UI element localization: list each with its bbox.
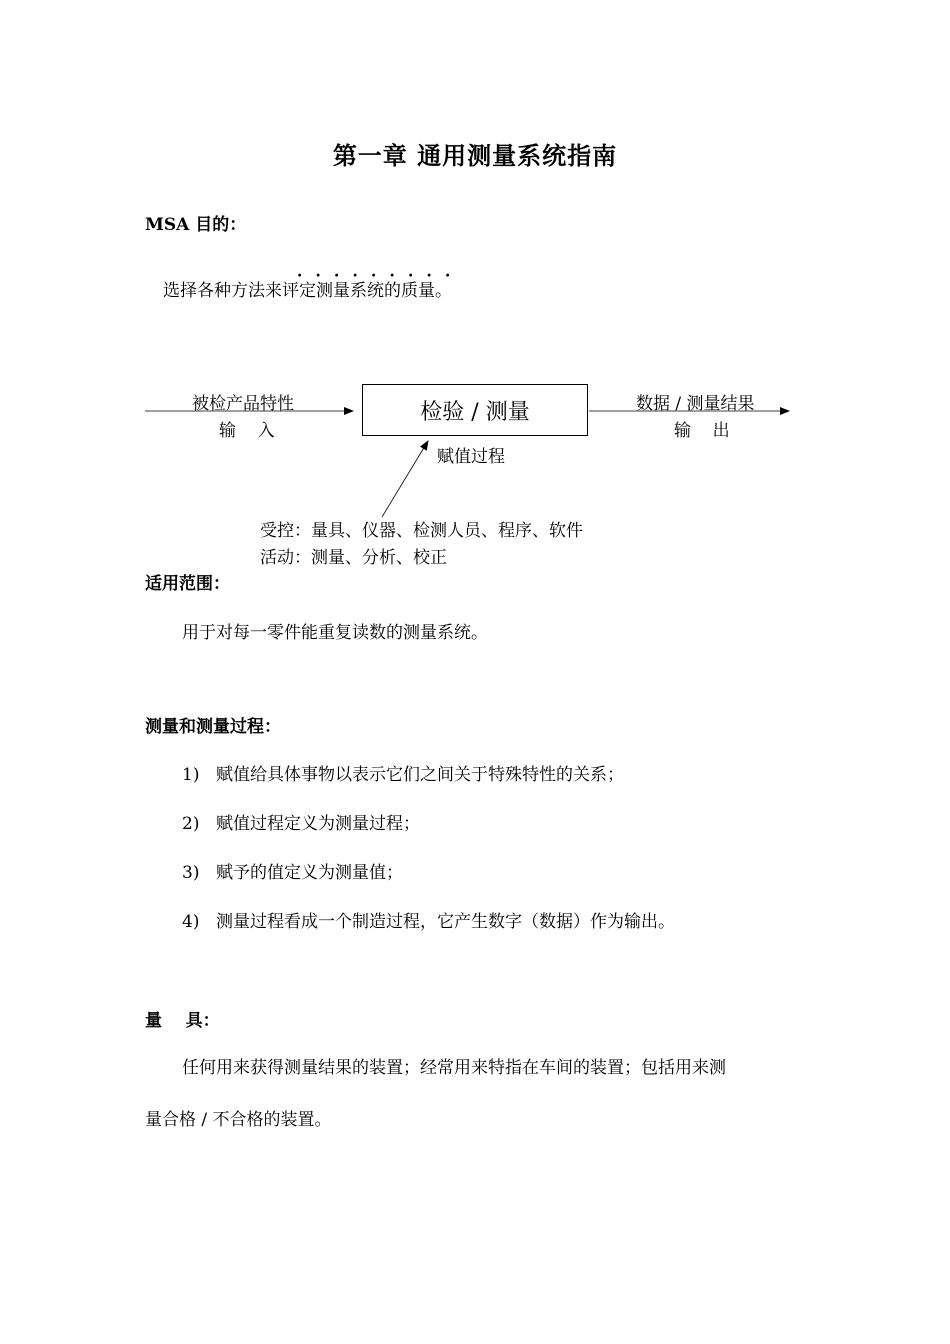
gauge-text-line2: 量合格 / 不合格的装置。 — [145, 1110, 332, 1130]
measurement-heading: 测量和测量过程： — [145, 717, 281, 737]
gauge-heading: 量 具： — [145, 1011, 220, 1031]
activities: 活动：测量、分析、校正 — [260, 548, 447, 568]
list-number: 3) — [182, 863, 200, 883]
list-text: 赋予的值定义为测量值； — [216, 863, 403, 883]
msa-heading: MSA 目的： — [145, 215, 247, 235]
controlled-factors: 受控：量具、仪器、检测人员、程序、软件 — [260, 521, 583, 541]
scope-heading: 适用范围： — [145, 574, 230, 594]
input-caption: 输 入 — [219, 421, 275, 441]
list-text: 测量过程看成一个制造过程，它产生数字（数据）作为输出。 — [216, 912, 675, 932]
inspection-box — [362, 384, 588, 436]
scope-text: 用于对每一零件能重复读数的测量系统。 — [182, 623, 488, 643]
list-text: 赋值给具体事物以表示它们之间关于特殊特性的关系； — [216, 765, 624, 785]
msa-purpose-text: 选择各种方法来评定测量系统的质量。 — [163, 281, 452, 301]
list-item — [182, 760, 624, 785]
input-label: 被检产品特性 — [192, 394, 294, 414]
list-item — [182, 809, 420, 834]
process-label: 赋值过程 — [437, 447, 505, 467]
output-caption: 输 出 — [674, 421, 730, 441]
list-number: 1) — [182, 765, 200, 785]
list-number: 2) — [182, 814, 200, 834]
inspection-box-label: 检验 / 测量 — [420, 399, 530, 425]
measurement-process-diagram — [0, 370, 950, 580]
list-text: 赋值过程定义为测量过程； — [216, 814, 420, 834]
emphasis-dots: ．．．．．．．．． — [297, 261, 472, 281]
list-item — [182, 858, 403, 883]
control-arrow — [382, 441, 428, 517]
page-title: 第一章 通用测量系统指南 — [332, 141, 618, 170]
list-number: 4) — [182, 912, 200, 932]
list-item — [182, 907, 675, 932]
gauge-text-line1: 任何用来获得测量结果的装置；经常用来特指在车间的装置；包括用来测 — [182, 1058, 726, 1078]
output-label: 数据 / 测量结果 — [636, 394, 755, 414]
